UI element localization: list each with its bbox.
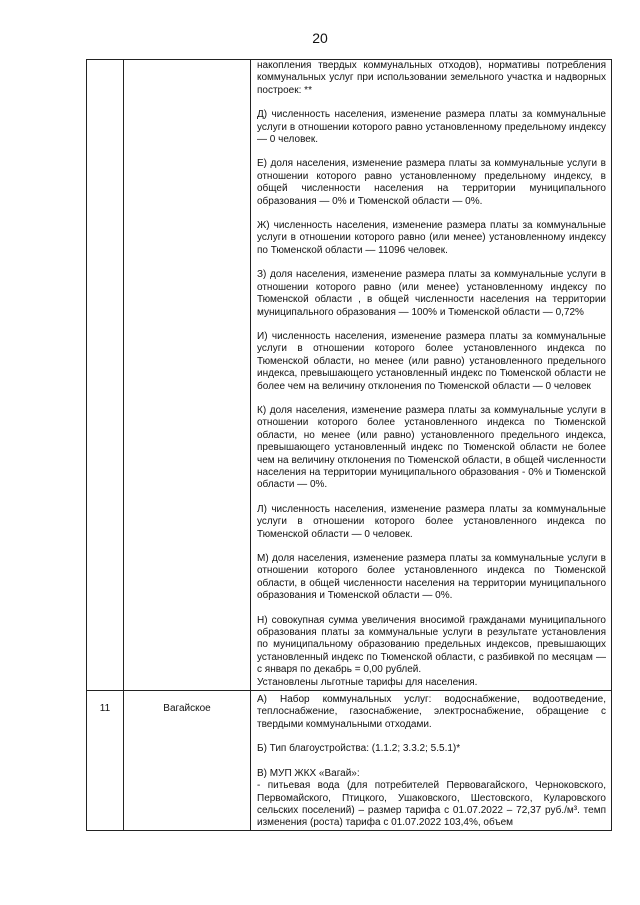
municipality-name-cell: Вагайское xyxy=(124,691,251,831)
paragraph-continuation: накопления твердых коммунальных отходов), нормативы потребления коммунальных услуг при использовании земельного участка и надворных построек: ** xyxy=(257,60,606,96)
paragraph-k: К) доля населения, изменение размера платы за коммунальные услуги в отношении которого более установленного индекса по Тюменской области, но менее (или равно) установленного предельного индекса, превышающего установленный индекс по Тюменской области не более чем на величину отклонения по Тюменской области, в общей численности населения на территории муниципального образования - 0% и Тюменской области — 0%. xyxy=(257,404,606,491)
paragraph-v-title: В) МУП ЖКХ «Вагай»: xyxy=(257,767,360,779)
indicators-text-cell xyxy=(251,60,612,691)
paragraph-m: М) доля населения, изменение размера платы за коммунальные услуги в отношении которого более установленного индекса по Тюменской области, в общей численности населения на территории муниципального образования и Тюменской области — 0%. xyxy=(257,553,606,602)
paragraph-l: Л) численность населения, изменение размера платы за коммунальные услуги в отношении которого более установленного индекса по Тюменской области — 0 человек. xyxy=(257,503,606,540)
municipality-name-cell xyxy=(124,60,251,691)
row-number-cell xyxy=(87,60,124,691)
row-number-cell: 11 xyxy=(87,691,124,831)
paragraph-b: Б) Тип благоустройства: (1.1.2; 3.3.2; 5.5.1)* xyxy=(257,743,461,755)
indicators-text-cell xyxy=(251,691,612,831)
paragraph-v-text: - питьевая вода (для потребителей Первовагайского, Черноковского, Первомайского, Птицкого, Ушаковского, Шестовского, Куларовского сельских поселений) – размер тарифа с 01.07.2022 – 72,37 руб./м³. темп изменения (роста) тарифа с 01.07.2022 103,4%, объем xyxy=(257,780,606,829)
paragraph-i: И) численность населения, изменение размера платы за коммунальные услуги в отношении которого более установленного индекса по Тюменской области, но менее (или равно) установленного предельного индекса, превышающего установленный индекс по Тюменской области не более чем на величину отклонения по Тюменской области — 0 человек xyxy=(257,330,606,392)
paragraph-d: Д) численность населения, изменение размера платы за коммунальные услуги в отношении которого равно установленному предельному индексу — 0 человек. xyxy=(257,109,606,146)
paragraph-z: З) доля населения, изменение размера платы за коммунальные услуги в отношении которого равно (или менее) установленному индексу по Тюменской области , в общей численности населения на территории муниципального образования — 100% и Тюменской области — 0,72% xyxy=(257,269,606,318)
paragraph-zh: Ж) численность населения, изменение размера платы за коммунальные услуги в отношении которого равно (или менее) установленному индексу по Тюменской области — 11096 человек. xyxy=(257,220,606,256)
paragraph-n: Н) совокупная сумма увеличения вносимой гражданами муниципального образования платы за коммунальные услуги в результате установления по муниципальному образованию предельных индексов, превышающих установленный индекс по Тюменской области, с разбивкой по месяцам — с января по декабрь = 0,00 рублей. xyxy=(257,614,606,676)
page-number: 20 xyxy=(312,30,328,46)
table-row xyxy=(87,691,612,831)
closing-note: Установлены льготные тарифы для населения. xyxy=(257,676,478,688)
table-row xyxy=(87,60,612,691)
paragraph-a: А) Набор коммунальных услуг: водоснабжение, водоотведение, теплоснабжение, газоснабжение, электроснабжение, обращение с твердыми коммунальными отходами. xyxy=(257,694,606,730)
paragraph-e: Е) доля населения, изменение размера платы за коммунальные услуги в отношении которого равно установленному предельному индексу, в общей численности населения на территории муниципального образования — 0% и Тюменской области — 0%. xyxy=(257,158,606,207)
municipal-utilities-table xyxy=(86,59,612,831)
